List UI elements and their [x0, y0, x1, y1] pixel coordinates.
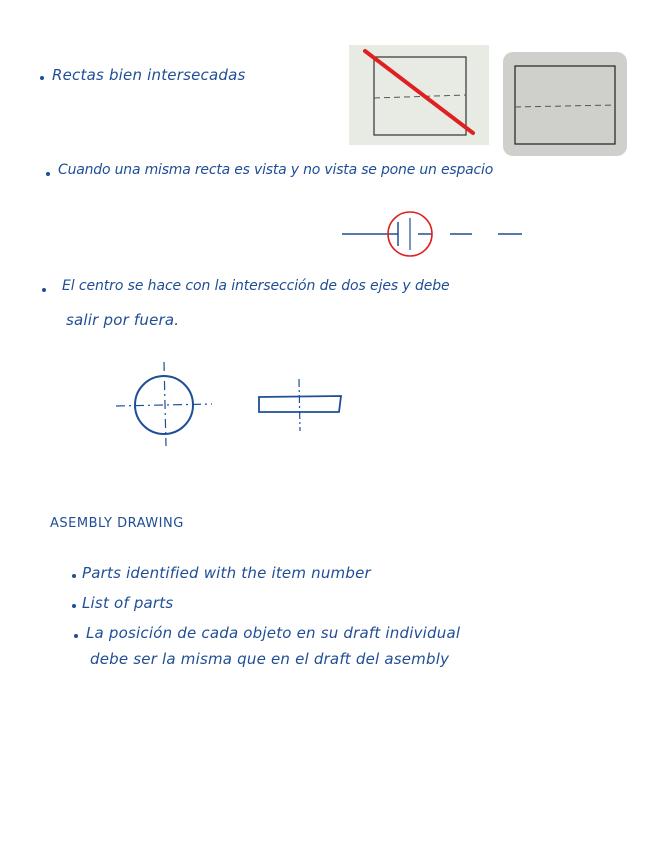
- bullet-dot: [46, 172, 50, 176]
- red-cross-line: [365, 51, 473, 133]
- note-posicion-line1: La posición de cada objeto en su draft individual: [86, 624, 461, 642]
- sketch-rect-axis: [255, 377, 355, 437]
- correct-example-drawing: [503, 52, 627, 156]
- note-rectas-bien-intersecadas: Rectas bien intersecadas: [52, 66, 246, 84]
- bullet-dot: [72, 574, 76, 578]
- bullet-dot: [40, 76, 44, 80]
- bullet-dot: [74, 634, 78, 638]
- note-parts-identified: Parts identified with the item number: [82, 564, 371, 582]
- sketch-circle-center: [112, 360, 222, 460]
- note-el-centro-line2: salir por fuera.: [66, 311, 180, 329]
- sketch-line-gap: [340, 208, 530, 258]
- photo-wrong-example: [349, 45, 489, 145]
- note-list-of-parts: List of parts: [82, 594, 174, 612]
- note-cuando-una-misma-recta: Cuando una misma recta es vista y no vista se pone un espacio: [58, 162, 494, 178]
- bullet-dot: [42, 288, 46, 292]
- note-posicion-line2: debe ser la misma que en el draft del asembly: [90, 650, 450, 668]
- note-el-centro-line1: El centro se hace con la intersección de dos ejes y debe: [62, 278, 450, 294]
- wrong-example-drawing: [349, 45, 489, 145]
- heading-assembly-drawing: ASEMBLY DRAWING: [50, 516, 184, 531]
- bullet-dot: [72, 604, 76, 608]
- photo-correct-example: [503, 52, 627, 156]
